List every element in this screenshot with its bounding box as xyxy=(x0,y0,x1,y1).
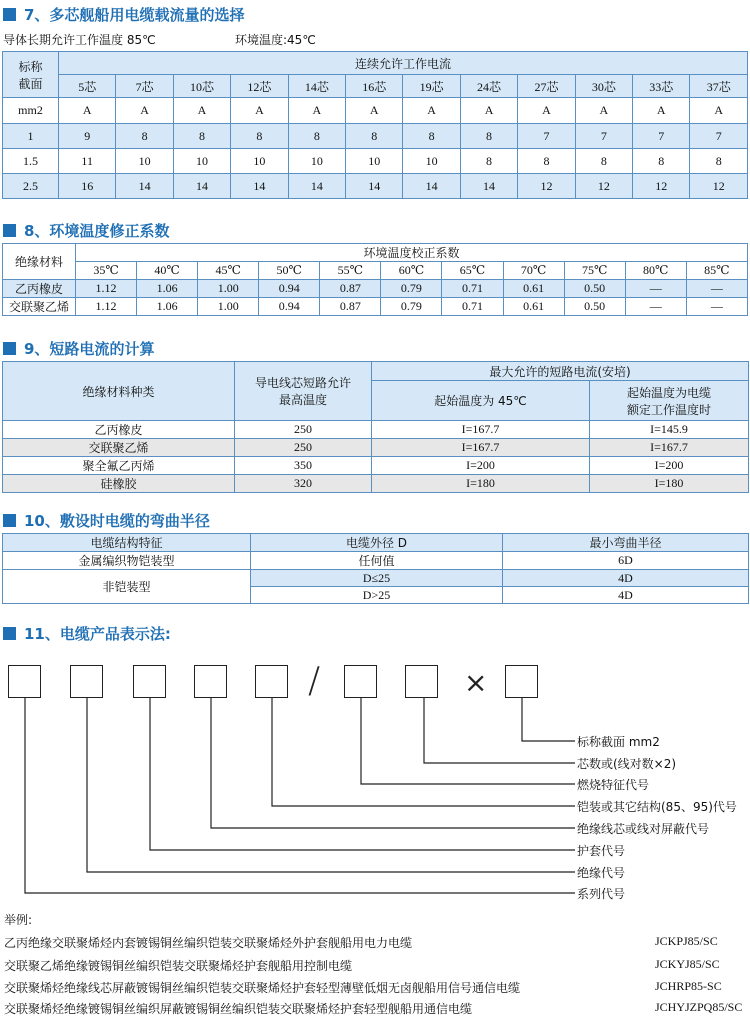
table-cell: 8 xyxy=(116,124,173,149)
label-cores: 芯数或(线对数×2) xyxy=(577,757,677,771)
table-cell: 12 xyxy=(633,174,690,199)
table-cell: 14 xyxy=(403,174,460,199)
table-cell: — xyxy=(686,280,747,298)
leader-line xyxy=(150,698,575,850)
table-cell: 8 xyxy=(288,124,345,149)
header-temp-cell: 70℃ xyxy=(503,262,564,280)
table-cell: 8 xyxy=(403,124,460,149)
table-cell: 0.71 xyxy=(442,298,503,316)
table-cell: 14 xyxy=(460,174,517,199)
table-cell: 7 xyxy=(575,124,632,149)
label-series: 系列代号 xyxy=(577,887,626,901)
label-flame: 燃烧特征代号 xyxy=(577,778,650,792)
header-temp-cell: 75℃ xyxy=(564,262,625,280)
table-cell: 8 xyxy=(231,124,288,149)
table-cell: 1.00 xyxy=(198,298,259,316)
header-core-cell: 14芯 xyxy=(288,75,345,98)
table-cell: 0.94 xyxy=(259,280,320,298)
table-cell: 350 xyxy=(235,457,372,475)
table-cell: D≤25 xyxy=(251,570,503,587)
table-cell: 7 xyxy=(633,124,690,149)
table-cell: 0.94 xyxy=(259,298,320,316)
header-temp-cell: 65℃ xyxy=(442,262,503,280)
table-cell: 8 xyxy=(518,149,575,174)
table-cell: 任何值 xyxy=(251,552,503,570)
header-start-rated-cell: 起始温度为电缆 额定工作温度时 xyxy=(590,381,749,421)
header-temp-cell: 35℃ xyxy=(76,262,137,280)
table-cell: — xyxy=(686,298,747,316)
table-cell: 0.61 xyxy=(503,280,564,298)
header-temp-cell: 85℃ xyxy=(686,262,747,280)
table-cell: D>25 xyxy=(251,587,503,604)
header-group-cell: 连续允许工作电流 xyxy=(59,52,748,75)
table-cell: 8 xyxy=(346,124,403,149)
example-code: JCKPJ85/SC xyxy=(655,934,718,948)
header-core-cell: 33芯 xyxy=(633,75,690,98)
header-start-45-cell: 起始温度为 45℃ xyxy=(372,381,590,421)
header-core-cell: 27芯 xyxy=(518,75,575,98)
table-cell: 14 xyxy=(346,174,403,199)
header-core-cell: 7芯 xyxy=(116,75,173,98)
table-cell: 12 xyxy=(690,174,748,199)
table-cell: 0.87 xyxy=(320,280,381,298)
table-cell: 10 xyxy=(116,149,173,174)
table-cell: 9 xyxy=(59,124,116,149)
table-cell: 7 xyxy=(690,124,748,149)
table-cell: 金属编织物铠装型 xyxy=(3,552,251,570)
table-cell: 10 xyxy=(403,149,460,174)
row-label-cell: 聚全氟乙丙烯 xyxy=(3,457,235,475)
row-label-cell: 1.5 xyxy=(3,149,59,174)
table-cell: 0.50 xyxy=(564,280,625,298)
table-cell: 非铠装型 xyxy=(3,570,251,604)
header-core-cell: 37芯 xyxy=(690,75,748,98)
row-label-cell: 交联聚乙烯 xyxy=(3,298,76,316)
table-cell: 10 xyxy=(231,149,288,174)
table-cell: 14 xyxy=(288,174,345,199)
example-code: JCKYJ85/SC xyxy=(655,957,720,971)
table-cell: 10 xyxy=(173,149,230,174)
table-cell: 0.61 xyxy=(503,298,564,316)
table-cell: 12 xyxy=(575,174,632,199)
table-cell: 10 xyxy=(288,149,345,174)
leader-line xyxy=(25,698,575,893)
conductor-temp-note: 导体长期允许工作温度 85℃ xyxy=(3,33,156,47)
table-cell: 11 xyxy=(59,149,116,174)
table-cell: 8 xyxy=(633,149,690,174)
header-max-temp-cell: 导电线芯短路允许 最高温度 xyxy=(235,362,372,421)
label-armor: 铠装或其它结构(85、95)代号 xyxy=(577,800,737,814)
header-core-cell: 5芯 xyxy=(59,75,116,98)
table-cell: — xyxy=(625,280,686,298)
example-code: JCHYJZPQ85/SC xyxy=(655,1000,743,1014)
table-cell: 8 xyxy=(575,149,632,174)
table-cell: 250 xyxy=(235,439,372,457)
table-cell: 14 xyxy=(116,174,173,199)
header-temp-cell: 55℃ xyxy=(320,262,381,280)
section-10-title: 10、敷设时电缆的弯曲半径 xyxy=(3,510,210,530)
table-cell: I=167.7 xyxy=(590,439,749,457)
example-desc: 交联聚乙烯绝缘镀锡铜丝编织铠装交联聚烯烃护套舰船用控制电缆 xyxy=(4,959,353,973)
table-cell: A xyxy=(59,98,116,124)
ambient-temp-note: 环境温度:45℃ xyxy=(235,33,316,47)
table-cell: A xyxy=(346,98,403,124)
header-core-cell: 16芯 xyxy=(346,75,403,98)
table-cell: 0.50 xyxy=(564,298,625,316)
table-cell: 12 xyxy=(518,174,575,199)
example-desc: 乙丙绝缘交联聚烯烃内套镀锡铜丝编织铠装交联聚烯烃外护套舰船用电力电缆 xyxy=(4,936,413,950)
section-8-title: 8、环境温度修正系数 xyxy=(3,220,169,240)
table-cell: 10 xyxy=(346,149,403,174)
table-cell: A xyxy=(173,98,230,124)
table-cell: 1.06 xyxy=(137,298,198,316)
row-label-cell: 硅橡胶 xyxy=(3,475,235,493)
header-temp-cell: 60℃ xyxy=(381,262,442,280)
section-11-title: 11、电缆产品表示法: xyxy=(3,623,171,643)
row-label-cell: 2.5 xyxy=(3,174,59,199)
section-7-title: 7、多芯舰船用电缆载流量的选择 xyxy=(3,4,244,24)
table-cell: I=145.9 xyxy=(590,421,749,439)
table-cell: 14 xyxy=(173,174,230,199)
row-label-cell: 乙丙橡皮 xyxy=(3,421,235,439)
table-cell: 0.79 xyxy=(381,280,442,298)
header-section-cell: 标称 截面 xyxy=(3,52,59,98)
slash-separator: / xyxy=(308,660,321,701)
table-cell: A xyxy=(116,98,173,124)
table-cell: 1.06 xyxy=(137,280,198,298)
header-temp-cell: 45℃ xyxy=(198,262,259,280)
row-label-cell: 1 xyxy=(3,124,59,149)
table-cell: 0.87 xyxy=(320,298,381,316)
header-group-cell: 环境温度校正系数 xyxy=(76,244,748,262)
table-cell: 0.79 xyxy=(381,298,442,316)
table-cell: 1.00 xyxy=(198,280,259,298)
table-cell: A xyxy=(460,98,517,124)
table-cell: 250 xyxy=(235,421,372,439)
table-cell: A xyxy=(633,98,690,124)
header-diameter-cell: 电缆外径 D xyxy=(251,534,503,552)
header-insulation-cell: 绝缘材料 xyxy=(3,244,76,280)
label-section: 标称截面 mm2 xyxy=(577,735,660,749)
table-cell: I=167.7 xyxy=(372,421,590,439)
table-cell: I=200 xyxy=(590,457,749,475)
table-cell: 1.12 xyxy=(76,298,137,316)
table-cell: A xyxy=(518,98,575,124)
table-cell: I=180 xyxy=(590,475,749,493)
table-cell: 1.12 xyxy=(76,280,137,298)
table-cell: A xyxy=(575,98,632,124)
table-cell: — xyxy=(625,298,686,316)
leader-line xyxy=(522,698,575,741)
table-cell: I=167.7 xyxy=(372,439,590,457)
table-cell: A xyxy=(690,98,748,124)
header-radius-cell: 最小弯曲半径 xyxy=(503,534,749,552)
section-9-title: 9、短路电流的计算 xyxy=(3,338,154,358)
header-core-cell: 12芯 xyxy=(231,75,288,98)
table-cell: A xyxy=(231,98,288,124)
row-label-cell: 交联聚乙烯 xyxy=(3,439,235,457)
leader-line xyxy=(87,698,575,872)
table-cell: A xyxy=(288,98,345,124)
table-cell: 0.71 xyxy=(442,280,503,298)
label-sheath: 护套代号 xyxy=(577,844,626,858)
header-material-cell: 绝缘材料种类 xyxy=(3,362,235,421)
table-cell: 8 xyxy=(460,149,517,174)
table-cell: 8 xyxy=(690,149,748,174)
leader-line xyxy=(424,698,575,763)
table-cell: 8 xyxy=(460,124,517,149)
header-core-cell: 19芯 xyxy=(403,75,460,98)
header-core-cell: 30芯 xyxy=(575,75,632,98)
table-cell: 320 xyxy=(235,475,372,493)
label-shield: 绝缘线芯或线对屏蔽代号 xyxy=(577,822,710,836)
examples-heading: 举例: xyxy=(4,913,33,927)
table-cell: I=180 xyxy=(372,475,590,493)
header-core-cell: 10芯 xyxy=(173,75,230,98)
table-cell: 16 xyxy=(59,174,116,199)
row-label-cell: 乙丙橡皮 xyxy=(3,280,76,298)
header-temp-cell: 80℃ xyxy=(625,262,686,280)
example-desc: 交联聚烯烃绝缘镀锡铜丝编织屏蔽镀锡铜丝编织铠装交联聚烯烃护套轻型舰船用通信电缆 xyxy=(4,1002,473,1016)
times-separator: × xyxy=(464,666,488,699)
row-label-cell: mm2 xyxy=(3,98,59,124)
example-code: JCHRP85-SC xyxy=(655,979,722,993)
table-cell: 4D xyxy=(503,587,749,604)
table-cell: A xyxy=(403,98,460,124)
header-core-cell: 24芯 xyxy=(460,75,517,98)
table-cell: 7 xyxy=(518,124,575,149)
table-cell: 6D xyxy=(503,552,749,570)
label-insulation: 绝缘代号 xyxy=(577,866,626,880)
header-group-cell: 最大允许的短路电流(安培) xyxy=(372,362,749,381)
header-temp-cell: 50℃ xyxy=(259,262,320,280)
table-cell: 4D xyxy=(503,570,749,587)
example-desc: 交联聚烯烃绝缘线芯屏蔽镀锡铜丝编织铠装交联聚烯烃护套轻型薄壁低烟无卤舰船用信号通信电缆 xyxy=(4,981,521,995)
header-temp-cell: 40℃ xyxy=(137,262,198,280)
table-cell: 8 xyxy=(173,124,230,149)
table-cell: 14 xyxy=(231,174,288,199)
table-cell: I=200 xyxy=(372,457,590,475)
header-structure-cell: 电缆结构特征 xyxy=(3,534,251,552)
